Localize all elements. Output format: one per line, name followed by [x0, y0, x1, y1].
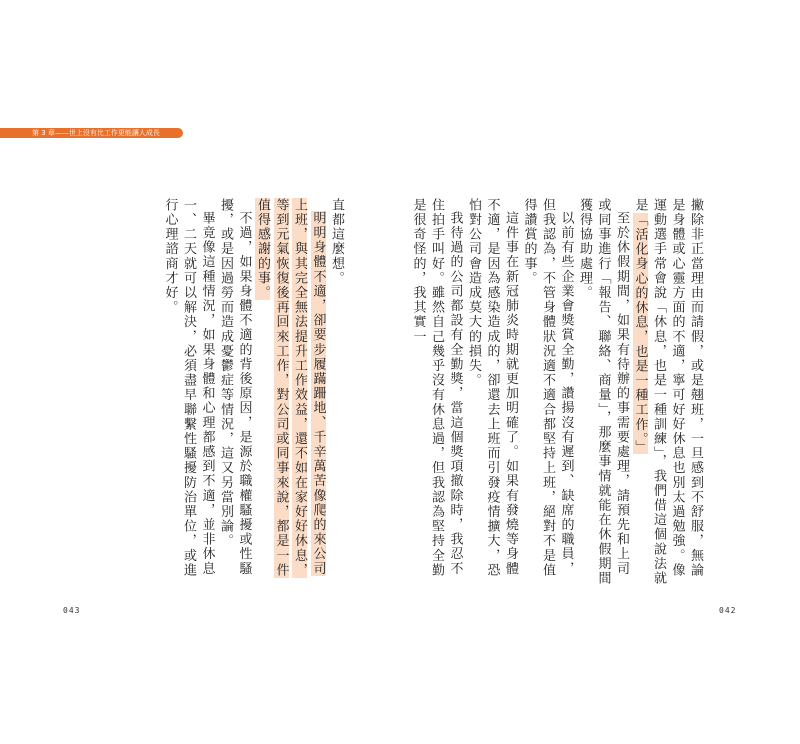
left_page-paragraph: [253, 198, 327, 588]
right_page-paragraph: [630, 198, 704, 588]
page-number-left: 043: [63, 606, 81, 615]
right-page-text: [404, 198, 704, 588]
body-text: 不過，如果身體不適的背後原因，是源於職權騷擾或性騷擾，或是因過勞而造成憂鬱症等情況，這又另當別論。: [218, 198, 252, 576]
body-text: 這件事在新冠肺炎時期就更加明確了。如果有發燒等身體不適，是因為感染造成的，卻還去上班而引發疫情擴大，恐怕對公司會造成莫大的損失。: [466, 198, 518, 578]
body-text: 至於休假期間，如果有待辦的事需要處理，請預先和上司或同事進行「報告、聯絡、商量」，那麼事情就能在休假期間獲得協助處理。: [577, 198, 629, 586]
right_page-paragraph: [464, 198, 520, 588]
left_page-paragraph: [160, 198, 216, 588]
body-text: 以前有些企業會獎賞全勤，讚揚沒有遲到、缺席的職員，但我認為，不管身體狀況適不適合都堅持上班，絕對不是值得讚賞的事。: [521, 198, 574, 578]
left_page-paragraph: [216, 198, 253, 588]
body-text: 畢竟像這種情況，如果身體和心理都感到不適，並非休息一、二天就可以解決，必須盡早聯繫性騷擾防治單位，或進行心理諮商才好。: [162, 198, 215, 578]
highlighted-text: 「活化身心的休息，也是一種工作。」: [632, 212, 648, 455]
chapter-label: 第 3 章——世上沒有比工作更能讓人成長: [32, 129, 160, 137]
page-number-right: 042: [719, 606, 737, 615]
highlighted-text: 明明身體不適，卻要步履蹣跚地、千辛萬苦像爬的來公司上班，與其完全無法提升工作效益，還不如在家好好休息，等到元氣恢復後再回來工作，對公司或同事來說，都是一件值得感謝的事。: [255, 198, 326, 578]
right_page-paragraph: [519, 198, 575, 588]
right_page-paragraph: [575, 198, 631, 588]
body-text: 直都這麼想。: [329, 198, 344, 286]
body-text: 撇除非正當理由而請假，或是翹班，一旦感到不舒服，無論是身體或心靈方面的不適，寧可好好休息也別太過勉強。像運動選手常會說「休息，也是一種訓練」，我們借這個說法就是: [632, 198, 703, 586]
chapter-header-tab: [0, 128, 183, 138]
right_page-paragraph: [408, 198, 464, 588]
body-text: 我待過的公司都設有全勤獎，當這個獎項撤除時，我忍不住拍手叫好。雖然自己幾乎沒有休息過，但我認為堅持全勤是很奇怪的，我其實一: [410, 198, 463, 578]
left_page-paragraph: [327, 198, 346, 588]
left-page-text: [65, 198, 345, 588]
